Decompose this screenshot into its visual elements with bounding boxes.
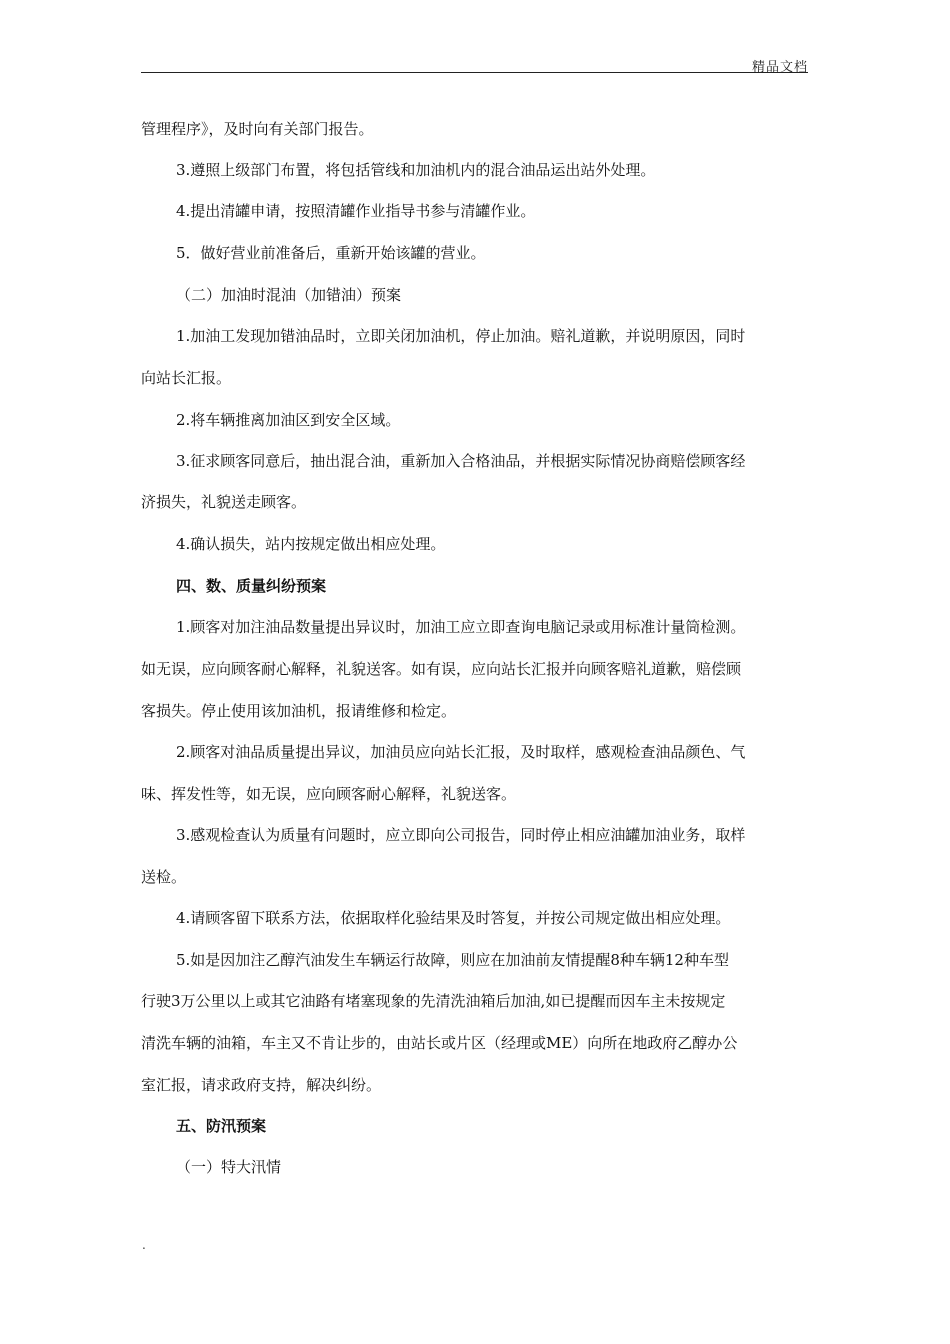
subsection-heading: （二）加油时混油（加错油）预案	[176, 286, 402, 304]
paragraph-line: 室汇报，请求政府支持，解决纠纷。	[141, 1076, 382, 1094]
footer-mark: .	[142, 1238, 146, 1252]
paragraph-line: 3.征求顾客同意后，抽出混合油，重新加入合格油品，并根据实际情况协商赔偿顾客经	[176, 452, 746, 470]
paragraph-line: 味、挥发性等，如无误，应向顾客耐心解释，礼貌送客。	[141, 785, 517, 803]
header-label: 精品文档	[751, 60, 808, 75]
paragraph-line: 1.加油工发现加错油品时，立即关闭加油机，停止加油。赔礼道歉，并说明原因，同时	[176, 327, 746, 345]
paragraph-line: 3.遵照上级部门布置，将包括管线和加油机内的混合油品运出站外处理。	[176, 161, 656, 179]
paragraph-line: 客损失。停止使用该加油机，报请维修和检定。	[141, 702, 457, 720]
paragraph-line: 如无误，应向顾客耐心解释，礼貌送客。如有误，应向站长汇报并向顾客赔礼道歉，赔偿顾	[141, 660, 742, 678]
paragraph-line: 2.将车辆推离加油区到安全区域。	[176, 411, 401, 429]
paragraph-line: 行驶3万公里以上或其它油路有堵塞现象的先清洗油箱后加油,如已提醒而因车主未按规定	[141, 992, 726, 1010]
header-rule	[141, 72, 808, 73]
paragraph-line: 向站长汇报。	[141, 369, 232, 387]
paragraph-line: 5.如是因加注乙醇汽油发生车辆运行故障，则应在加油前友情提醒8种车辆12种车型	[176, 951, 729, 969]
paragraph-line: 管理程序》，及时向有关部门报告。	[141, 120, 374, 138]
subsection-heading: （一）特大汛情	[176, 1158, 282, 1176]
paragraph-line: 5．做好营业前准备后，重新开始该罐的营业。	[176, 244, 486, 262]
section-heading: 五、防汛预案	[176, 1117, 267, 1135]
paragraph-line: 2.顾客对油品质量提出异议，加油员应向站长汇报，及时取样，感观检查油品颜色、气	[176, 743, 746, 761]
paragraph-line: 4.提出清罐申请，按照清罐作业指导书参与清罐作业。	[176, 202, 536, 220]
paragraph-line: 送检。	[141, 868, 187, 886]
section-heading: 四、数、质量纠纷预案	[176, 577, 327, 595]
paragraph-line: 1.顾客对加注油品数量提出异议时，加油工应立即查询电脑记录或用标准计量筒检测。	[176, 618, 746, 636]
paragraph-line: 4.请顾客留下联系方法，依据取样化验结果及时答复，并按公司规定做出相应处理。	[176, 909, 731, 927]
paragraph-line: 3.感观检查认为质量有问题时，应立即向公司报告，同时停止相应油罐加油业务，取样	[176, 826, 746, 844]
paragraph-line: 4.确认损失，站内按规定做出相应处理。	[176, 535, 446, 553]
paragraph-line: 济损失，礼貌送走顾客。	[141, 493, 307, 511]
paragraph-line: 清洗车辆的油箱，车主又不肯让步的，由站长或片区（经理或ME）向所在地政府乙醇办公	[141, 1034, 738, 1052]
